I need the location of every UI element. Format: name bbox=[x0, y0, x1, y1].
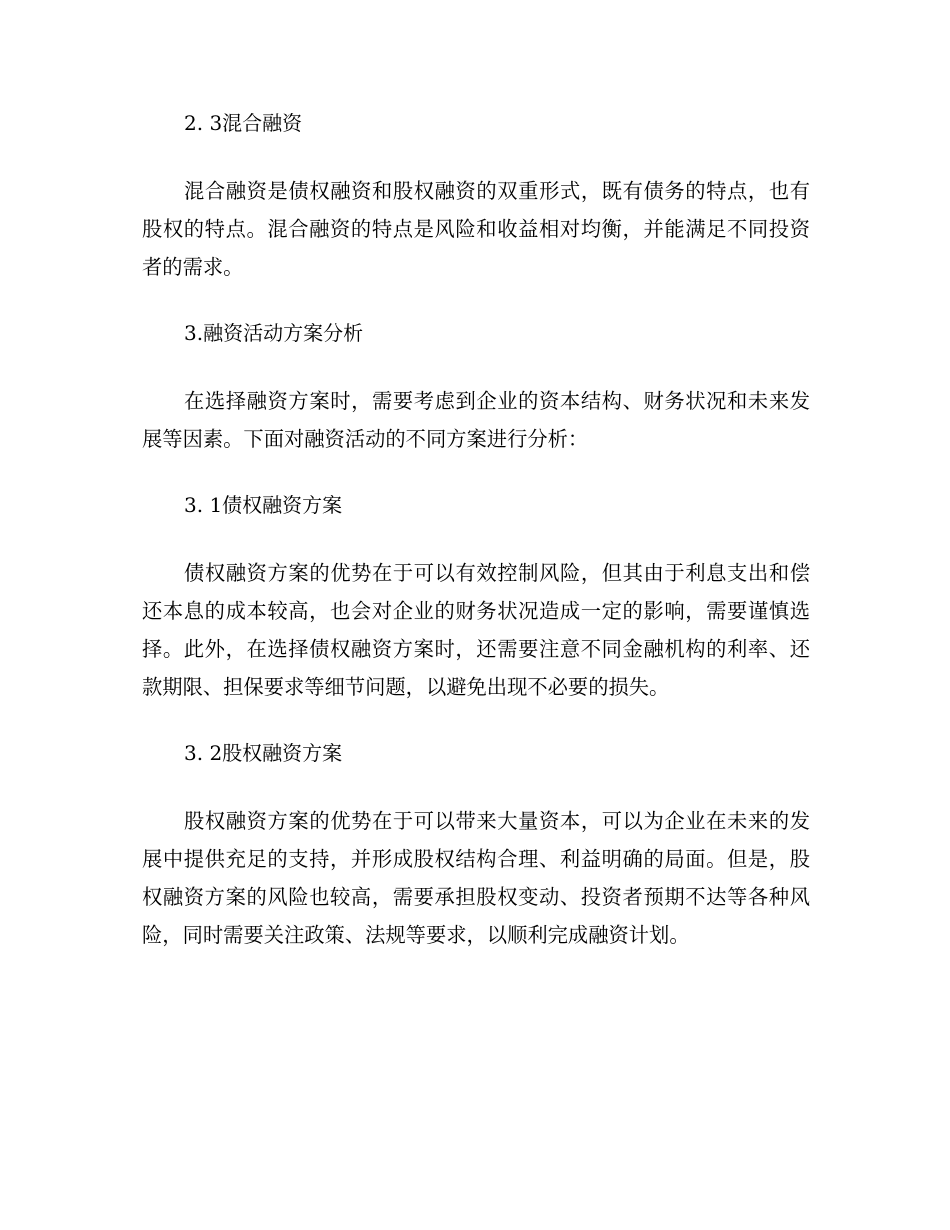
spacer bbox=[142, 352, 810, 382]
spacer bbox=[142, 286, 810, 314]
section-heading-3-1: 3. 1债权融资方案 bbox=[184, 493, 343, 517]
section-heading-3-2: 3. 2股权融资方案 bbox=[184, 741, 343, 765]
section-paragraph-3-2: 股权融资方案的优势在于可以带来大量资本，可以为企业在未来的发展中提供充足的支持，并形成股权结构合理、利益明确的局面。但是，股权融资方案的风险也较高，需要承担股权变动、投资者预期不达等各种风险，同时需要关注政策、法规等要求，以顺利完成融资计划。 bbox=[142, 809, 810, 947]
document-page bbox=[142, 104, 810, 954]
section-paragraph-3: 在选择融资方案时，需要考虑到企业的资本结构、财务状况和未来发展等因素。下面对融资活动的不同方案进行分析： bbox=[142, 389, 810, 451]
section-heading-3: 3.融资活动方案分析 bbox=[184, 321, 364, 345]
spacer bbox=[142, 142, 810, 172]
spacer bbox=[142, 706, 810, 734]
spacer bbox=[142, 772, 810, 802]
spacer bbox=[142, 458, 810, 486]
spacer bbox=[142, 524, 810, 554]
section-paragraph-2-3: 混合融资是债权融资和股权融资的双重形式，既有债务的特点，也有股权的特点。混合融资的特点是风险和收益相对均衡，并能满足不同投资者的需求。 bbox=[142, 179, 810, 279]
section-paragraph-3-1: 债权融资方案的优势在于可以有效控制风险，但其由于利息支出和偿还本息的成本较高，也会对企业的财务状况造成一定的影响，需要谨慎选择。此外，在选择债权融资方案时，还需要注意不同金融机构的利率、还款期限、担保要求等细节问题，以避免出现不必要的损失。 bbox=[142, 561, 810, 699]
section-heading-2-3: 2. 3混合融资 bbox=[184, 111, 303, 135]
